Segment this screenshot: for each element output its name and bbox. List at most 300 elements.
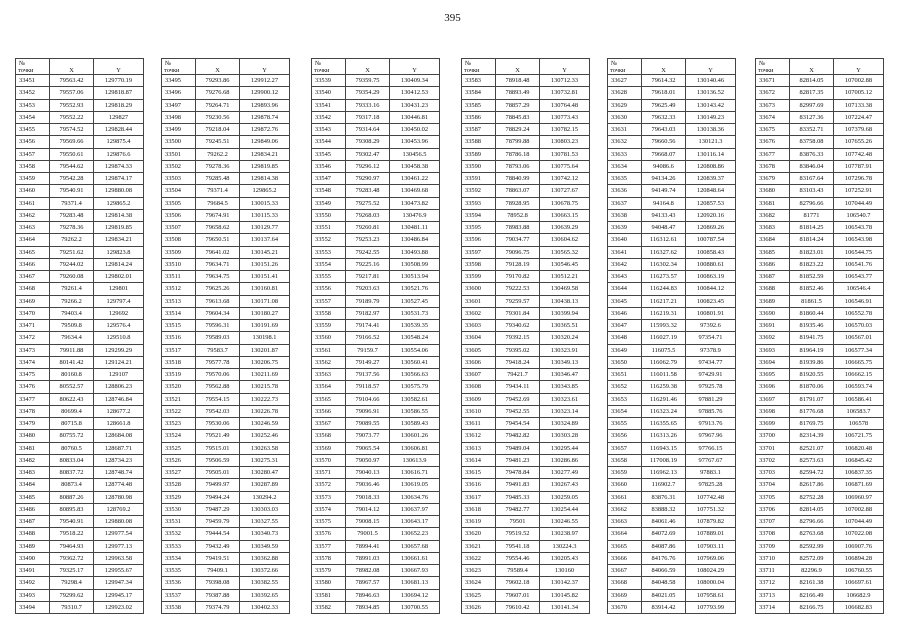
x-cell: 79562.88 xyxy=(196,381,240,393)
y-cell: 129814.24 xyxy=(94,258,144,270)
x-cell: 78840.99 xyxy=(496,173,540,185)
x-cell: 79668.07 xyxy=(642,148,686,160)
x-cell: 79519.52 xyxy=(496,528,540,540)
x-cell: 78893.49 xyxy=(496,87,540,99)
point-number-cell: 33605 xyxy=(462,344,496,356)
y-cell: 130663.15 xyxy=(540,209,590,221)
table-row xyxy=(608,258,736,270)
table-row xyxy=(312,111,440,123)
point-number-cell: 33686 xyxy=(756,258,790,270)
y-cell: 128734.23 xyxy=(94,454,144,466)
y-cell: 130700.55 xyxy=(390,601,440,613)
point-number-cell: 33554 xyxy=(312,258,346,270)
point-number-cell: 33562 xyxy=(312,356,346,368)
y-cell: 130346.47 xyxy=(540,369,590,381)
y-cell: 130613.9 xyxy=(390,454,440,466)
point-number-cell: 33547 xyxy=(312,173,346,185)
table-row xyxy=(16,540,144,552)
y-cell: 130275.31 xyxy=(240,454,290,466)
table-row xyxy=(312,332,440,344)
table-row xyxy=(756,320,884,332)
table-row xyxy=(312,405,440,417)
table-header-row xyxy=(16,59,144,75)
point-number-cell: 33597 xyxy=(462,246,496,258)
point-number-cell: 33630 xyxy=(608,111,642,123)
point-number-cell: 33510 xyxy=(162,258,196,270)
x-cell: 79266.2 xyxy=(50,295,94,307)
y-cell: 129797.4 xyxy=(94,295,144,307)
table-row xyxy=(162,565,290,577)
point-number-cell: 33669 xyxy=(608,589,642,601)
y-cell: 129823.8 xyxy=(94,246,144,258)
point-number-cell: 33659 xyxy=(608,467,642,479)
y-cell: 129828.44 xyxy=(94,124,144,136)
point-number-cell: 33573 xyxy=(312,491,346,503)
table-row xyxy=(16,430,144,442)
x-cell: 79482.82 xyxy=(496,430,540,442)
point-number-cell: 33489 xyxy=(16,540,50,552)
table-row xyxy=(756,479,884,491)
table-row xyxy=(608,442,736,454)
point-number-cell: 33519 xyxy=(162,369,196,381)
y-cell: 129947.34 xyxy=(94,577,144,589)
point-number-cell: 33453 xyxy=(16,99,50,111)
x-cell: 79244.02 xyxy=(50,258,94,270)
y-cell: 106543.77 xyxy=(834,271,884,283)
y-cell: 130486.84 xyxy=(390,234,440,246)
x-cell: 81814.25 xyxy=(790,222,834,234)
point-label: точки xyxy=(164,67,180,74)
table-row xyxy=(16,405,144,417)
table-row xyxy=(462,160,590,172)
table-row xyxy=(608,136,736,148)
point-number-cell: 33678 xyxy=(756,160,790,172)
point-number-cell: 33495 xyxy=(162,75,196,87)
point-number-cell: 33465 xyxy=(16,246,50,258)
point-number-cell: 33460 xyxy=(16,185,50,197)
y-cell: 106583.7 xyxy=(834,405,884,417)
y-cell: 128687.71 xyxy=(94,442,144,454)
y-cell: 129876.6 xyxy=(94,148,144,160)
point-number-cell: 33643 xyxy=(608,271,642,283)
point-number-cell: 33532 xyxy=(162,528,196,540)
x-cell: 79230.56 xyxy=(196,111,240,123)
y-cell: 130252.46 xyxy=(240,430,290,442)
y-cell: 130667.93 xyxy=(390,565,440,577)
x-cell: 79554.15 xyxy=(196,393,240,405)
point-number-cell: 33628 xyxy=(608,87,642,99)
y-cell: 129945.17 xyxy=(94,589,144,601)
x-cell: 79001.5 xyxy=(346,528,390,540)
point-number-cell: 33569 xyxy=(312,442,346,454)
x-cell: 79634.4 xyxy=(50,332,94,344)
point-number-cell: 33613 xyxy=(462,442,496,454)
y-cell: 106586.41 xyxy=(834,393,884,405)
table-row xyxy=(16,589,144,601)
point-number-cell: 33620 xyxy=(462,528,496,540)
table-row xyxy=(16,503,144,515)
table-row xyxy=(162,369,290,381)
x-cell: 81861.5 xyxy=(790,295,834,307)
point-number-cell: 33541 xyxy=(312,99,346,111)
coordinate-table xyxy=(311,58,440,614)
x-cell: 79182.97 xyxy=(346,307,390,319)
table-row xyxy=(608,356,736,368)
number-sign: № xyxy=(315,60,322,67)
y-cell: 130601.26 xyxy=(390,430,440,442)
table-row xyxy=(16,136,144,148)
point-number-cell: 33657 xyxy=(608,442,642,454)
y-cell: 130151.41 xyxy=(240,271,290,283)
x-cell: 79251.62 xyxy=(50,246,94,258)
y-cell: 130303.03 xyxy=(240,503,290,515)
y-cell: 129872.76 xyxy=(240,124,290,136)
point-number-cell: 33500 xyxy=(162,136,196,148)
x-cell: 79418.24 xyxy=(496,356,540,368)
table-row xyxy=(16,283,144,295)
point-number-cell: 33652 xyxy=(608,381,642,393)
x-cell: 81939.86 xyxy=(790,356,834,368)
y-cell: 130180.27 xyxy=(240,307,290,319)
point-number-cell: 33607 xyxy=(462,369,496,381)
point-number-cell: 33483 xyxy=(16,467,50,479)
point-number-cell: 33688 xyxy=(756,283,790,295)
y-cell: 129814.38 xyxy=(94,209,144,221)
table-row xyxy=(608,393,736,405)
x-cell: 79482.77 xyxy=(496,503,540,515)
table-row xyxy=(608,197,736,209)
y-cell: 130431.23 xyxy=(390,99,440,111)
x-cell: 79395.02 xyxy=(496,344,540,356)
table-row xyxy=(608,528,736,540)
point-number-cell: 33689 xyxy=(756,295,790,307)
point-number-cell: 33507 xyxy=(162,222,196,234)
x-cell: 84061.46 xyxy=(642,516,686,528)
table-row xyxy=(312,295,440,307)
y-cell: 108024.29 xyxy=(686,565,736,577)
table-row xyxy=(312,528,440,540)
y-cell: 129818.87 xyxy=(94,87,144,99)
table-row xyxy=(608,99,736,111)
x-cell: 79658.62 xyxy=(196,222,240,234)
table-row xyxy=(312,209,440,221)
table-row xyxy=(312,136,440,148)
y-cell: 97881.29 xyxy=(686,393,736,405)
y-cell: 107751.32 xyxy=(686,503,736,515)
x-cell: 79170.82 xyxy=(496,271,540,283)
y-cell: 129510.8 xyxy=(94,332,144,344)
x-cell: 116312.61 xyxy=(642,234,686,246)
y-cell: 130681.13 xyxy=(390,577,440,589)
x-cell: 78952.8 xyxy=(496,209,540,221)
x-cell: 79569.66 xyxy=(50,136,94,148)
x-cell: 82796.66 xyxy=(790,516,834,528)
y-header: Y xyxy=(390,59,440,75)
table-row xyxy=(16,467,144,479)
y-cell: 106682.9 xyxy=(834,589,884,601)
point-number-cell: 33612 xyxy=(462,430,496,442)
x-cell: 79260.81 xyxy=(346,222,390,234)
table-row xyxy=(162,467,290,479)
table-row xyxy=(162,381,290,393)
x-cell: 79242.55 xyxy=(346,246,390,258)
y-cell: 120869.26 xyxy=(686,222,736,234)
point-number-cell: 33480 xyxy=(16,430,50,442)
point-number-cell: 33667 xyxy=(608,565,642,577)
table-row xyxy=(312,418,440,430)
table-row xyxy=(162,307,290,319)
coordinate-table xyxy=(607,58,736,614)
x-cell: 80755.72 xyxy=(50,430,94,442)
x-cell: 79501 xyxy=(496,516,540,528)
y-cell: 130138.36 xyxy=(686,124,736,136)
x-cell: 116075.5 xyxy=(642,344,686,356)
x-cell: 81791.07 xyxy=(790,393,834,405)
y-cell: 107655.26 xyxy=(834,136,884,148)
table-header-row xyxy=(756,59,884,75)
x-cell: 79610.42 xyxy=(496,601,540,613)
point-number-cell: 33636 xyxy=(608,185,642,197)
point-number-cell: 33462 xyxy=(16,209,50,221)
point-number-cell: 33619 xyxy=(462,516,496,528)
y-cell: 97434.77 xyxy=(686,356,736,368)
x-cell: 79515.01 xyxy=(196,442,240,454)
point-number-cell: 33622 xyxy=(462,552,496,564)
y-cell: 120839.37 xyxy=(686,173,736,185)
x-cell: 79217.81 xyxy=(346,271,390,283)
y-cell: 106960.97 xyxy=(834,491,884,503)
table-row xyxy=(462,344,590,356)
x-cell: 116302.34 xyxy=(642,258,686,270)
y-cell: 130678.75 xyxy=(540,197,590,209)
x-cell: 83758.08 xyxy=(790,136,834,148)
point-number-cell: 33700 xyxy=(756,430,790,442)
table-row xyxy=(756,467,884,479)
table-row xyxy=(462,197,590,209)
y-cell: 107224.47 xyxy=(834,111,884,123)
point-number-cell: 33680 xyxy=(756,185,790,197)
point-number-cell: 33516 xyxy=(162,332,196,344)
table-row xyxy=(162,99,290,111)
point-number-cell: 33457 xyxy=(16,148,50,160)
y-cell: 130372.66 xyxy=(240,565,290,577)
x-cell: 82166.49 xyxy=(790,589,834,601)
y-cell: 128677.2 xyxy=(94,405,144,417)
x-cell: 79625.49 xyxy=(642,99,686,111)
y-cell: 100880.61 xyxy=(686,258,736,270)
table-row xyxy=(462,356,590,368)
x-cell: 78799.88 xyxy=(496,136,540,148)
x-cell: 79554.46 xyxy=(496,552,540,564)
table-row xyxy=(162,418,290,430)
point-number-cell: 33466 xyxy=(16,258,50,270)
y-cell: 129893.96 xyxy=(240,99,290,111)
y-cell: 106567.01 xyxy=(834,332,884,344)
y-cell: 130458.38 xyxy=(390,160,440,172)
y-cell: 129923.02 xyxy=(94,601,144,613)
point-number-cell: 33513 xyxy=(162,295,196,307)
table-row xyxy=(162,222,290,234)
y-cell: 129124.21 xyxy=(94,356,144,368)
y-cell: 107002.88 xyxy=(834,75,884,87)
x-cell: 84021.05 xyxy=(642,589,686,601)
y-cell: 130201.87 xyxy=(240,344,290,356)
y-cell: 107044.49 xyxy=(834,516,884,528)
point-label: точки xyxy=(18,67,34,74)
x-cell: 83167.64 xyxy=(790,173,834,185)
x-cell: 79419.51 xyxy=(196,552,240,564)
y-cell: 129880.08 xyxy=(94,516,144,528)
point-number-cell: 33503 xyxy=(162,173,196,185)
x-header: X xyxy=(496,59,540,75)
point-number-header xyxy=(756,59,790,75)
table-row xyxy=(162,442,290,454)
table-row xyxy=(162,552,290,564)
point-number-cell: 33626 xyxy=(462,601,496,613)
y-cell: 130222.73 xyxy=(240,393,290,405)
x-cell: 79542.28 xyxy=(50,173,94,185)
table-row xyxy=(756,111,884,123)
table-row xyxy=(162,148,290,160)
y-cell: 106662.15 xyxy=(834,369,884,381)
y-cell: 130531.73 xyxy=(390,307,440,319)
table-header-row xyxy=(162,59,290,75)
y-cell: 129814.38 xyxy=(240,173,290,185)
x-cell: 82161.38 xyxy=(790,577,834,589)
table-row xyxy=(462,369,590,381)
x-cell: 79506.59 xyxy=(196,454,240,466)
table-row xyxy=(462,173,590,185)
x-cell: 78994.41 xyxy=(346,540,390,552)
point-number-cell: 33537 xyxy=(162,589,196,601)
x-cell: 79262.2 xyxy=(50,234,94,246)
y-cell: 130508.99 xyxy=(390,258,440,270)
x-cell: 79159.7 xyxy=(346,344,390,356)
y-cell: 130392.65 xyxy=(240,589,290,601)
point-number-cell: 33470 xyxy=(16,307,50,319)
point-number-cell: 33544 xyxy=(312,136,346,148)
point-number-cell: 33585 xyxy=(462,99,496,111)
y-cell: 130742.12 xyxy=(540,173,590,185)
point-number-cell: 33508 xyxy=(162,234,196,246)
table-row xyxy=(162,160,290,172)
y-cell: 128769.2 xyxy=(94,503,144,515)
table-row xyxy=(162,344,290,356)
point-number-cell: 33671 xyxy=(756,75,790,87)
y-cell: 129802.01 xyxy=(94,271,144,283)
point-number-cell: 33679 xyxy=(756,173,790,185)
table-row xyxy=(462,99,590,111)
y-cell: 130616.71 xyxy=(390,467,440,479)
y-cell: 130160.81 xyxy=(240,283,290,295)
point-number-cell: 33660 xyxy=(608,479,642,491)
table-row xyxy=(756,516,884,528)
table-row xyxy=(756,258,884,270)
x-cell: 79634.71 xyxy=(196,258,240,270)
point-number-cell: 33511 xyxy=(162,271,196,283)
table-row xyxy=(162,430,290,442)
y-cell: 130450.02 xyxy=(390,124,440,136)
point-number-cell: 33550 xyxy=(312,209,346,221)
point-number-cell: 33530 xyxy=(162,503,196,515)
x-cell: 79128.19 xyxy=(496,258,540,270)
point-number-header xyxy=(162,59,196,75)
y-cell: 130481.11 xyxy=(390,222,440,234)
point-number-cell: 33581 xyxy=(312,589,346,601)
y-cell: 130446.81 xyxy=(390,111,440,123)
table-row xyxy=(608,503,736,515)
x-cell: 79354.29 xyxy=(346,87,390,99)
table-row xyxy=(162,503,290,515)
table-row xyxy=(16,87,144,99)
x-cell: 79340.62 xyxy=(496,320,540,332)
y-cell: 130773.43 xyxy=(540,111,590,123)
table-row xyxy=(16,369,144,381)
point-number-cell: 33696 xyxy=(756,381,790,393)
x-cell: 116062.79 xyxy=(642,356,686,368)
y-cell: 130224.3 xyxy=(540,540,590,552)
point-number-cell: 33644 xyxy=(608,283,642,295)
table-row xyxy=(462,516,590,528)
point-number-cell: 33533 xyxy=(162,540,196,552)
point-number-cell: 33704 xyxy=(756,479,790,491)
table-row xyxy=(162,124,290,136)
table-row xyxy=(462,246,590,258)
y-cell: 130362.88 xyxy=(240,552,290,564)
point-number-cell: 33596 xyxy=(462,234,496,246)
x-cell: 79552.22 xyxy=(50,111,94,123)
y-cell: 100801.91 xyxy=(686,307,736,319)
x-cell: 78793.06 xyxy=(496,160,540,172)
point-number-cell: 33456 xyxy=(16,136,50,148)
point-number-cell: 33711 xyxy=(756,565,790,577)
y-cell: 130246.55 xyxy=(540,516,590,528)
point-number-cell: 33693 xyxy=(756,344,790,356)
point-number-cell: 33599 xyxy=(462,271,496,283)
y-cell: 97885.76 xyxy=(686,405,736,417)
table-row xyxy=(312,75,440,87)
table-row xyxy=(312,148,440,160)
x-cell: 79574.52 xyxy=(50,124,94,136)
point-number-header xyxy=(16,59,50,75)
x-cell: 79505.01 xyxy=(196,467,240,479)
point-number-cell: 33665 xyxy=(608,540,642,552)
table-row xyxy=(16,307,144,319)
point-number-cell: 33633 xyxy=(608,148,642,160)
table-row xyxy=(16,209,144,221)
y-cell: 128774.48 xyxy=(94,479,144,491)
table-row xyxy=(462,258,590,270)
x-cell: 79398.08 xyxy=(196,577,240,589)
x-cell: 79544.62 xyxy=(50,160,94,172)
point-number-cell: 33531 xyxy=(162,516,196,528)
y-cell: 130548.24 xyxy=(390,332,440,344)
point-number-cell: 33641 xyxy=(608,246,642,258)
x-cell: 78845.83 xyxy=(496,111,540,123)
x-cell: 81823.22 xyxy=(790,258,834,270)
x-cell: 79149.27 xyxy=(346,356,390,368)
y-cell: 128806.23 xyxy=(94,381,144,393)
point-number-cell: 33577 xyxy=(312,540,346,552)
point-number-cell: 33583 xyxy=(462,75,496,87)
point-number-cell: 33491 xyxy=(16,565,50,577)
x-cell: 80552.57 xyxy=(50,381,94,393)
point-number-cell: 33631 xyxy=(608,124,642,136)
table-row xyxy=(312,356,440,368)
table-row xyxy=(16,111,144,123)
y-cell: 129874.33 xyxy=(94,160,144,172)
point-number-cell: 33528 xyxy=(162,479,196,491)
